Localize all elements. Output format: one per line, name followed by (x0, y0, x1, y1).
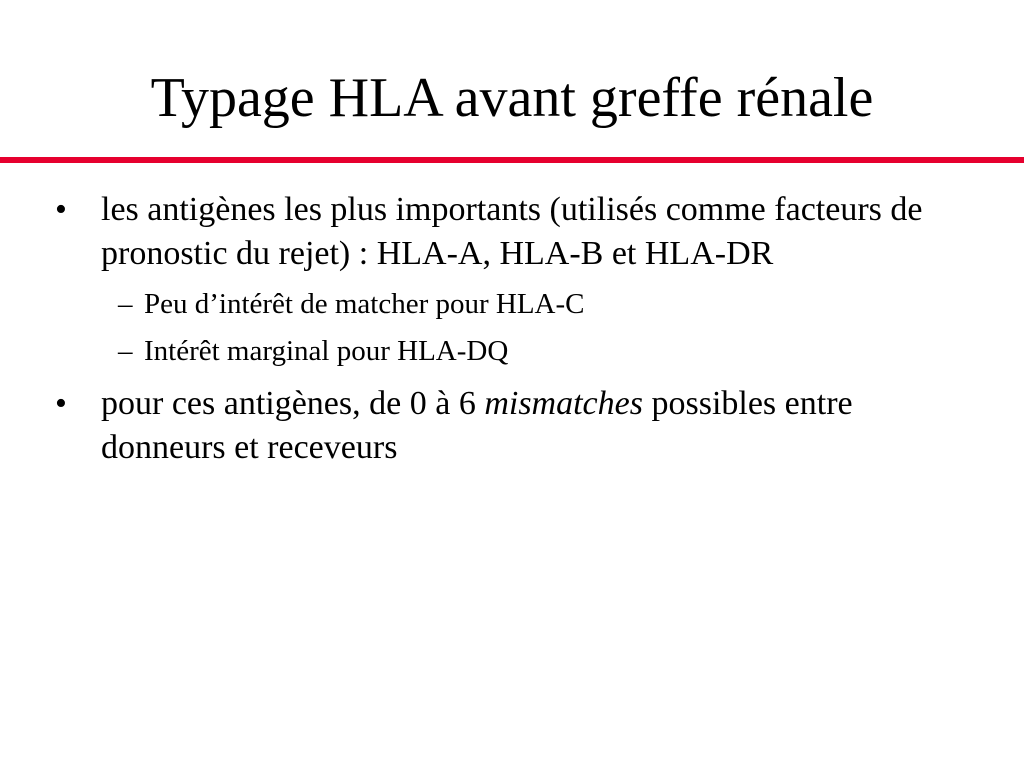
bullet-text-start: pour ces antigènes, de 0 à 6 (101, 385, 485, 422)
bullet-item (55, 382, 965, 470)
sub-bullet-marker: – (118, 288, 133, 320)
sub-bullet-text: Peu d’intérêt de matcher pour HLA-C (144, 288, 585, 320)
sub-bullet-marker: – (118, 335, 133, 367)
bullet-text: les antigènes les plus importants (utilisés comme facteurs de pronostic du rejet) : HLA-A, HLA-B et HLA-DR (101, 191, 923, 272)
bullet-list (55, 188, 965, 470)
bullet-text-end: possibles entre donneurs et receveurs (101, 385, 853, 466)
bullet-marker: • (55, 191, 67, 228)
sub-bullet-item (55, 333, 965, 370)
bullet-marker: • (55, 385, 67, 422)
title-divider (0, 157, 1024, 163)
sub-bullet-item (55, 286, 965, 323)
bullet-text-emphasis: mismatches (484, 385, 643, 422)
slide-title: Typage HLA avant greffe rénale (150, 67, 874, 129)
sub-bullet-text: Intérêt marginal pour HLA-DQ (144, 335, 509, 367)
bullet-item (55, 188, 965, 276)
